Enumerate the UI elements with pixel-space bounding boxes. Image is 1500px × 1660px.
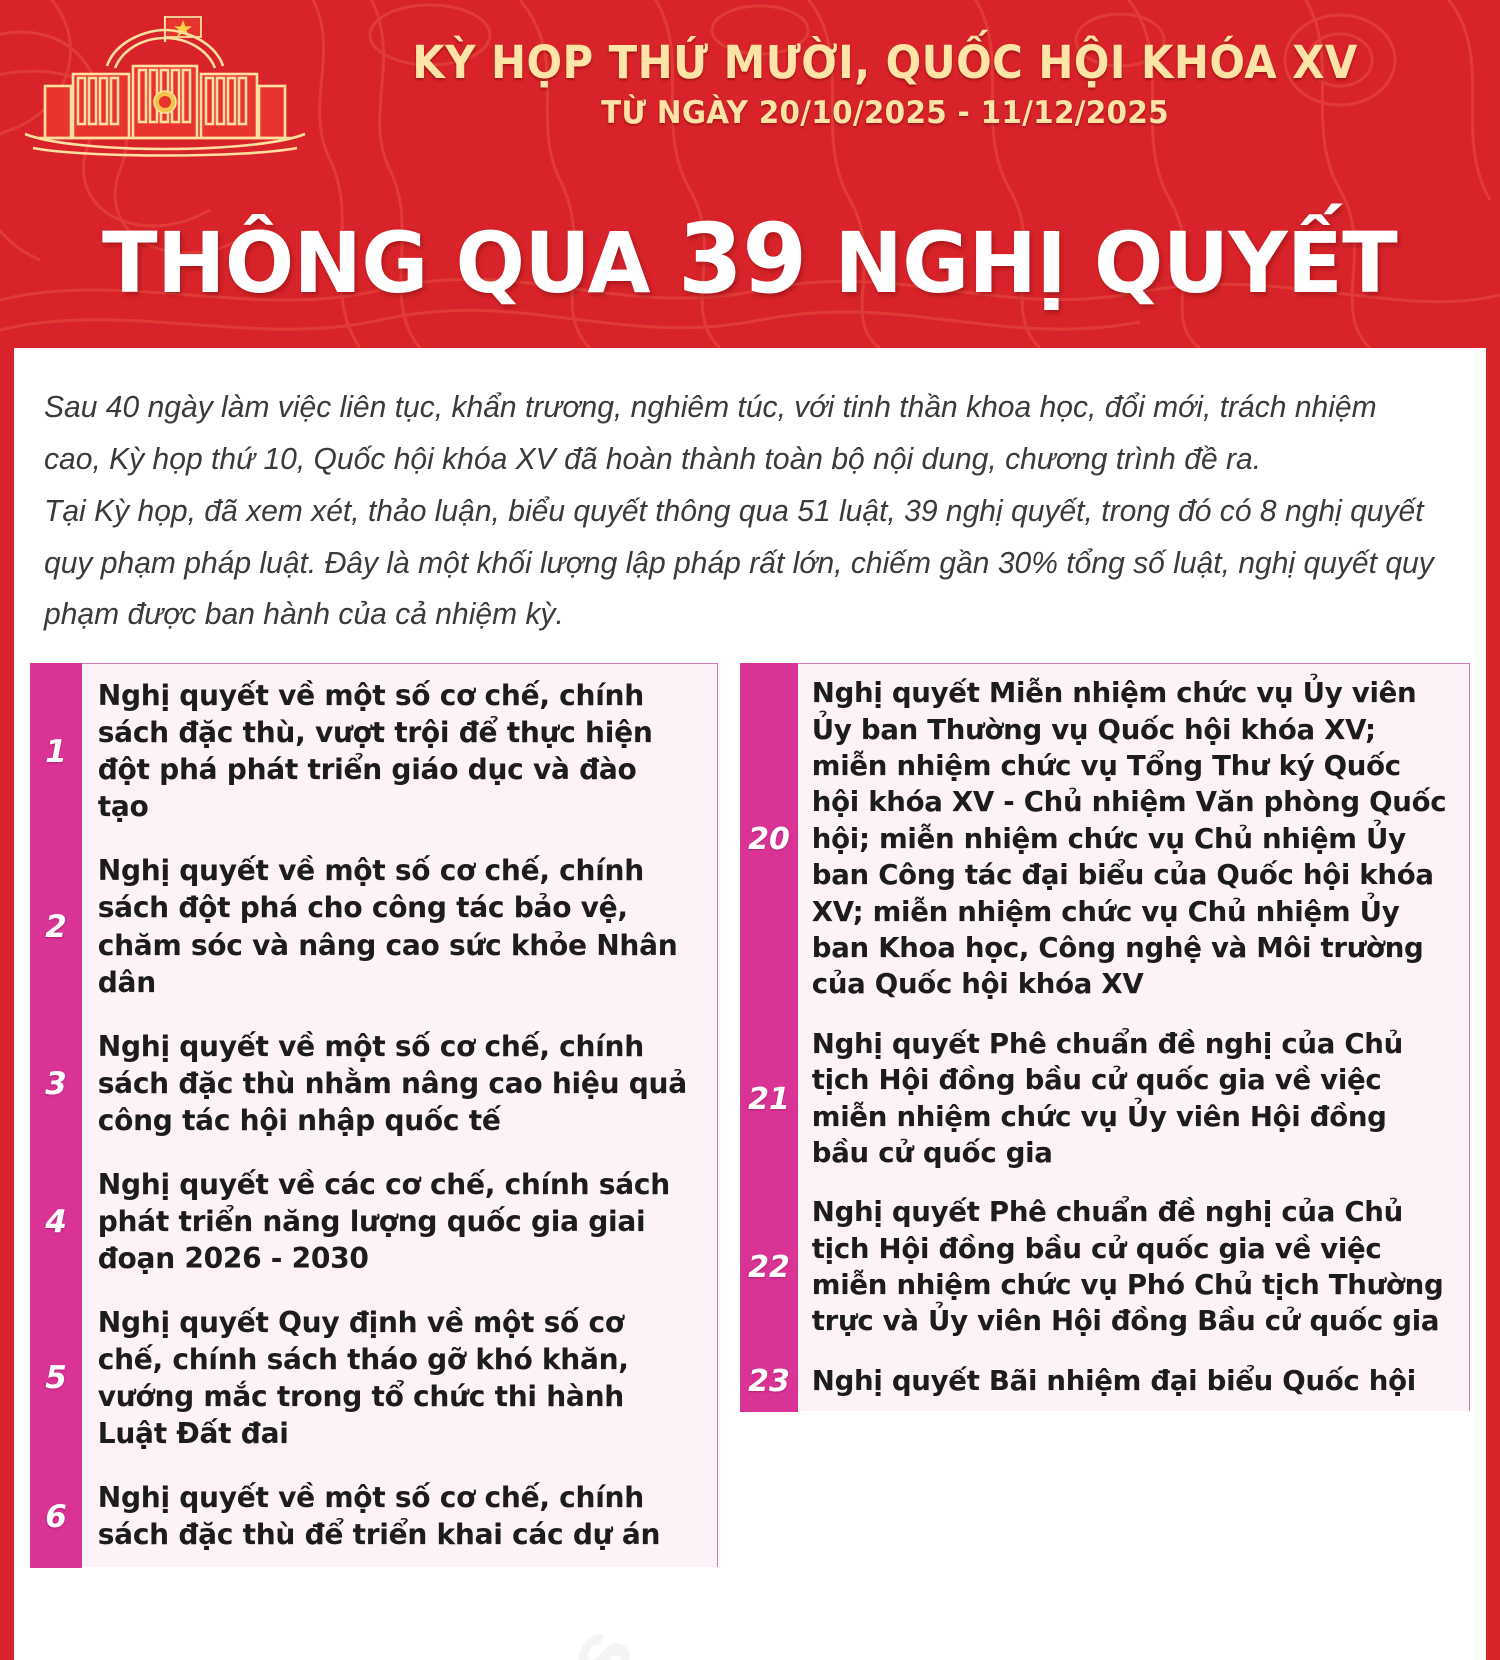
resolution-list-right xyxy=(740,663,1470,1411)
resolution-item[interactable] xyxy=(30,1466,718,1567)
resolution-text: Nghị quyết về một số cơ chế, chính sách đặc thù, vượt trội để thực hiện đột phá phát triển giáo dục và đào tạo xyxy=(97,679,653,824)
session-dates: TỪ NGÀY 20/10/2025 - 11/12/2025 xyxy=(601,95,1169,132)
intro-paragraph-2: Tại Kỳ họp, đã xem xét, thảo luận, biểu quyết thông qua 51 luật, 39 nghị quyết, trong đó có 8 nghị quyết quy phạm pháp luật. Đây là một khối lượng lập pháp rất lớn, chiếm gần 30% tổng số luật, nghị quyết quy phạm được ban hành của cả nhiệm kỳ. xyxy=(44,493,1434,632)
resolution-number: 23 xyxy=(740,1351,798,1412)
resolution-number: 2 xyxy=(30,838,82,1015)
resolution-item[interactable] xyxy=(30,839,718,1014)
assembly-logo xyxy=(0,0,330,170)
resolution-item[interactable] xyxy=(740,663,1470,1015)
resolution-item[interactable] xyxy=(30,1015,718,1153)
resolution-item[interactable] xyxy=(30,1153,718,1291)
resolution-text: Nghị quyết Bãi nhiệm đại biểu Quốc hội xyxy=(811,1363,1416,1397)
session-title: KỲ HỌP THỨ MƯỜI, QUỐC HỘI KHÓA XV xyxy=(412,35,1358,89)
resolution-item[interactable] xyxy=(740,1352,1470,1411)
resolution-item[interactable] xyxy=(740,1015,1470,1184)
header-top-row xyxy=(0,0,1500,170)
header-title-group xyxy=(330,35,1500,132)
headline-row xyxy=(0,170,1500,348)
resolution-number: 1 xyxy=(30,663,82,840)
resolution-number: 20 xyxy=(740,663,798,1016)
resolution-number: 4 xyxy=(30,1152,82,1292)
resolution-list-left xyxy=(30,663,718,1567)
resolution-text: Nghị quyết Phê chuẩn đề nghị của Chủ tịch Hội đồng bầu cử quốc gia về việc miễn nhiệm chức vụ Ủy viên Hội đồng bầu cử quốc gia xyxy=(811,1026,1403,1169)
resolution-text: Nghị quyết về một số cơ chế, chính sách đặc thù để triển khai các dự án xyxy=(97,1481,661,1552)
resolution-columns xyxy=(14,641,1486,1567)
resolution-text: Nghị quyết về một số cơ chế, chính sách đặc thù nhằm nâng cao hiệu quả công tác hội nhập quốc tế xyxy=(97,1029,687,1137)
resolution-number: 3 xyxy=(30,1014,82,1154)
intro-paragraph-1: Sau 40 ngày làm việc liên tục, khẩn trương, nghiêm túc, với tinh thần khoa học, đổi mới, trách nhiệm cao, Kỳ họp thứ 10, Quốc hội khóa XV đã hoàn thành toàn bộ nội dung, chương trình đề ra. xyxy=(44,390,1377,476)
resolution-item[interactable] xyxy=(30,663,718,839)
intro-block xyxy=(14,348,1486,641)
resolution-item[interactable] xyxy=(30,1291,718,1466)
resolution-text: Nghị quyết về một số cơ chế, chính sách đột phá cho công tác bảo vệ, chăm sóc và nâng cao sức khỏe Nhân dân xyxy=(97,854,678,999)
national-assembly-building-icon xyxy=(15,8,315,163)
resolution-text: Nghị quyết về các cơ chế, chính sách phát triển năng lượng quốc gia giai đoạn 2026 - 2030 xyxy=(97,1167,670,1275)
content-body xyxy=(14,348,1486,1660)
watermark-right xyxy=(1281,1656,1486,1660)
resolution-number: 22 xyxy=(740,1182,798,1353)
resolution-number: 5 xyxy=(30,1290,82,1467)
headline-suffix: NGHỊ QUYẾT xyxy=(834,214,1398,312)
resolution-item[interactable] xyxy=(740,1183,1470,1352)
resolution-text: Nghị quyết Quy định về một số cơ chế, chính sách tháo gỡ khó khăn, vướng mắc trong tổ chức thi hành Luật Đất đai xyxy=(97,1305,629,1451)
resolution-number: 6 xyxy=(30,1465,82,1568)
watermark-left xyxy=(362,1607,656,1660)
resolution-text: Nghị quyết Miễn nhiệm chức vụ Ủy viên Ủy ban Thường vụ Quốc hội khóa XV; miễn nhiệm chức vụ Tổng Thư ký Quốc hội khóa XV - Chủ nhiệm Văn phòng Quốc hội; miễn nhiệm chức vụ Chủ nhiệm Ủy ban Công tác đại biểu của Quốc hội khóa XV; miễn nhiệm chức vụ Chủ nhiệm Ủy ban Khoa học, Công nghệ và Môi trường của Quốc hội khóa XV xyxy=(811,676,1447,1001)
headline-number: 39 xyxy=(678,203,807,315)
page-title xyxy=(102,203,1397,315)
header-banner xyxy=(0,0,1500,348)
resolution-number: 21 xyxy=(740,1014,798,1185)
resolution-text: Nghị quyết Phê chuẩn đề nghị của Chủ tịch Hội đồng bầu cử quốc gia về việc miễn nhiệm chức vụ Phó Chủ tịch Thường trực và Ủy viên Hội đồng Bầu cử quốc gia xyxy=(811,1195,1444,1338)
headline-prefix: THÔNG QUA xyxy=(102,214,651,312)
